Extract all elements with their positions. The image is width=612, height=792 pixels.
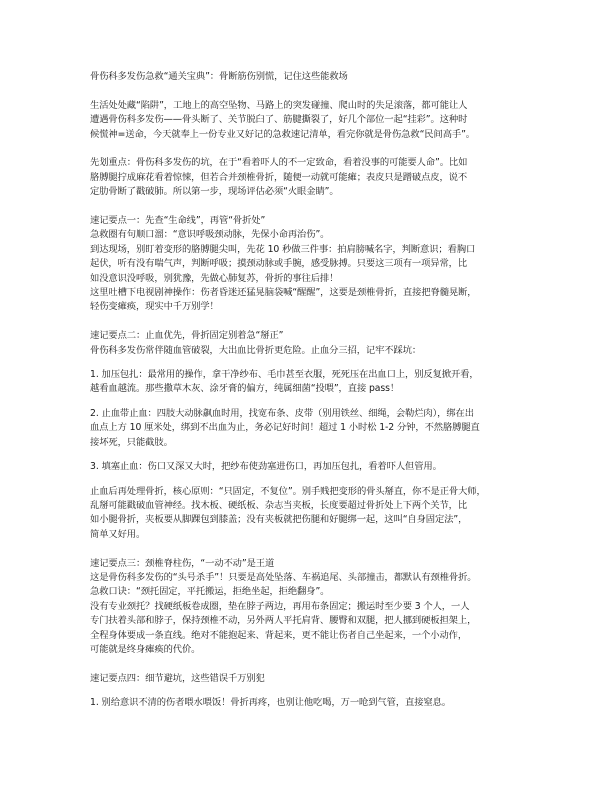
intro-line: 遭遇骨伤科多发伤——骨头断了、关节脱臼了、筋腱撕裂了，好几个部位一起“挂彩”。这种时 [90, 114, 468, 126]
focus-line: 胳膊腿拧成麻花看着惊悚，但若合并颈椎骨折，随便一动就可能瘫；表皮只是蹭破点皮，说不 [90, 171, 468, 183]
list-item [90, 460, 522, 474]
section-line: 全程身体要成一条直线。绝对不能抱起来、背起来，更不能让伤者自己坐起来，一个小动作， [90, 629, 468, 641]
section-line: 轻伤变瘫痪，现实中千万别学！ [90, 301, 219, 313]
section-heading: 速记要点三：颈椎脊柱伤，“一动不动”是王道 [90, 557, 275, 569]
list-item [90, 368, 522, 397]
section-line: 这是骨伤科多发伤的“头号杀手”！只要是高处坠落、车祸追尾、头部撞击，都默认有颈椎骨折。 [90, 571, 477, 583]
list-item [90, 407, 522, 450]
section-line: 乱掰可能戳破血管神经。找木板、硬纸板、杂志当夹板，长度要超过骨折处上下两个关节，比 [90, 499, 468, 511]
intro-line: 候慌神=送命，今天就奉上一份专业又好记的急救速记清单，看完你就是骨伤急救“民间高手”。 [90, 128, 475, 140]
section-line: 简单又好用。 [90, 528, 146, 540]
section-line: 止血后再处理骨折，核心原则：“只固定，不复位”。别手贱把变形的骨头掰直，你不是正骨大师， [90, 485, 486, 497]
focus-line: 定肋骨断了戳破肺。所以第一步，现场评估必须“火眼金睛”。 [90, 186, 339, 198]
section-line: 如没意识没呼吸，别犹豫，先做心肺复苏，骨折的事往后排！ [90, 272, 339, 284]
list-item-line: 3. 填塞止血：伤口又深又大时，把纱布使劲塞进伤口，再加压包扎，看着吓人但管用。 [90, 461, 442, 473]
section-line: 可能就是终身瘫痪的代价。 [90, 643, 201, 655]
section-4 [90, 672, 522, 711]
section-line: 急救口诀：“颈托固定，平托搬运，拒绝坐起，拒绝翻身”。 [90, 586, 330, 598]
list-item-line: 接坏死，只能截肢。 [90, 436, 173, 448]
section-line: 如小腿骨折，夹板要从脚踝包到膝盖；没有夹板就把伤腿和好腿绑一起，这叫“自身固定法”， [90, 514, 468, 526]
section-line: 起伏，听有没有喘气声，判断呼吸；摸颈动脉或手腕，感受脉搏。只要这三项有一项异常，比 [90, 258, 468, 270]
section-line: 急救圈有句顺口溜：“意识呼吸颈动脉，先保小命再治伤”。 [90, 229, 330, 241]
section-heading: 速记要点一：先查“生命线”，再管“骨折处” [90, 215, 266, 227]
fixation-paragraph [90, 485, 522, 543]
section-1 [90, 214, 522, 315]
section-line: 这里吐槽下电视剧神操作：伤者昏迷还猛晃脑袋喊“醒醒”，这要是颈椎骨折，直接把脊髓晃断， [90, 287, 477, 299]
section-line: 专门扶着头部和脖子，保持颈椎不动，另外两人平托肩背、腰臀和双腿，把人挪到硬板担架上， [90, 615, 477, 627]
list-item-line: 2. 止血带止血：四肢大动脉飙血时用，找宽布条、皮带（别用铁丝、细绳，会勒烂肉），绑在出 [90, 407, 474, 419]
section-2 [90, 329, 522, 542]
section-line: 没有专业颈托？找硬纸板卷成圈，垫在脖子两边，再用布条固定；搬运时至少要 3 个人，一人 [90, 600, 470, 612]
section-heading: 速记要点二：止血优先，骨折固定别着急“掰正” [90, 330, 284, 342]
intro-line: 生活处处藏“陷阱”，工地上的高空坠物、马路上的突发碰撞、爬山时的失足滚落，都可能让人 [90, 99, 468, 111]
list-item-line: 越看血越流。那些撒草木灰、涂牙膏的偏方，纯属细菌“投喂”，直接 pass！ [90, 383, 400, 395]
document-page [90, 70, 522, 711]
section-heading: 速记要点四：细节避坑，这些错误千万别犯 [90, 672, 265, 684]
list-item: 1. 别给意识不清的伤者喂水喂饭！骨折再疼，也别让他吃喝，万一呛到气管，直接窒息。 [90, 697, 452, 709]
intro-paragraph [90, 99, 522, 142]
section-line: 到达现场，别盯着变形的胳膊腿尖叫，先花 10 秒做三件事：拍肩膀喊名字，判断意识；看胸口 [90, 243, 476, 255]
list-item-line: 血点上方 10 厘米处，绑到不出血为止，务必记好时间！超过 1 小时松 1-2 分钟，不然胳膊腿直 [90, 422, 480, 434]
document-title: 骨伤科多发伤急救“通关宝典”：骨断筋伤别慌，记住这些能救场 [90, 71, 348, 82]
section-line: 骨伤科多发伤常伴随血管破裂，大出血比骨折更危险。止血分三招，记牢不踩坑： [90, 344, 422, 356]
focus-line: 先划重点：骨伤科多发伤的坑，在于“看着吓人的不一定致命，看着没事的可能要人命”。比如 [90, 157, 468, 169]
focus-paragraph [90, 156, 522, 199]
section-3 [90, 557, 522, 658]
list-item-line: 1. 加压包扎：最常用的操作，拿干净纱布、毛巾甚至衣服，死死压在出血口上，别反复掀开看， [90, 369, 479, 381]
